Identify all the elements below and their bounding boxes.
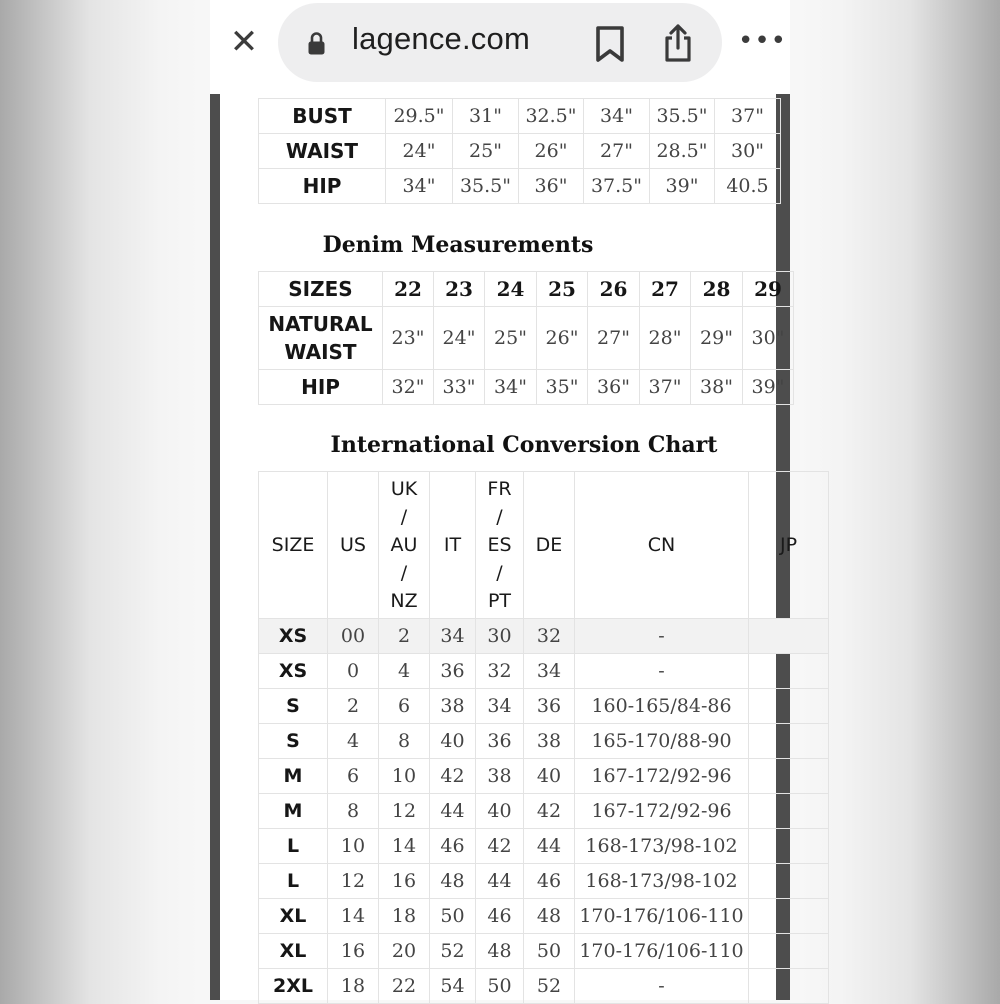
it-cell: 48	[430, 864, 476, 899]
measurement-cell: 26"	[537, 307, 588, 370]
it-cell: 46	[430, 829, 476, 864]
de-cell: 50	[524, 934, 575, 969]
column-header	[379, 472, 430, 619]
us-cell: 18	[328, 969, 379, 1004]
us-cell: 2	[328, 689, 379, 724]
fr-cell: 48	[476, 934, 524, 969]
us-cell: 16	[328, 934, 379, 969]
close-button[interactable]	[224, 22, 264, 62]
phone-screen	[210, 0, 798, 1000]
measurement-cell: 36"	[519, 169, 584, 204]
table-header-row	[259, 472, 829, 619]
table-row	[259, 724, 829, 759]
measurement-cell: 23"	[383, 307, 434, 370]
jp-cell	[749, 934, 829, 969]
column-header-text: UK / AU / NZ	[390, 478, 418, 612]
column-header	[259, 472, 328, 619]
size-cell: L	[259, 829, 328, 864]
uk-cell: 22	[379, 969, 430, 1004]
size-cell: S	[259, 724, 328, 759]
measurement-cell: 37"	[715, 99, 781, 134]
cn-cell: 160-165/84-86	[575, 689, 749, 724]
size-header: 23	[434, 272, 485, 307]
de-cell: 34	[524, 654, 575, 689]
conversion-table	[258, 471, 829, 1004]
jp-cell	[749, 689, 829, 724]
measurement-cell: 28"	[640, 307, 691, 370]
measurement-cell: 35"	[537, 370, 588, 405]
fr-cell: 40	[476, 794, 524, 829]
it-cell: 42	[430, 759, 476, 794]
table-row	[259, 619, 829, 654]
measurement-cell: 39"	[650, 169, 715, 204]
uk-cell: 14	[379, 829, 430, 864]
size-header: 25	[537, 272, 588, 307]
measurement-cell: 34"	[584, 99, 650, 134]
bookmark-icon[interactable]	[594, 25, 626, 63]
column-header-text: IT	[443, 534, 462, 556]
jp-cell	[749, 654, 829, 689]
cn-cell: 165-170/88-90	[575, 724, 749, 759]
measurement-cell: 34"	[485, 370, 537, 405]
uk-cell: 2	[379, 619, 430, 654]
table-row	[259, 689, 829, 724]
size-cell: S	[259, 689, 328, 724]
share-icon[interactable]	[662, 23, 694, 63]
size-header: 27	[640, 272, 691, 307]
size-cell: XS	[259, 654, 328, 689]
measurement-cell: 32.5"	[519, 99, 584, 134]
de-cell: 44	[524, 829, 575, 864]
table-row	[259, 934, 829, 969]
cn-cell: 170-176/106-110	[575, 934, 749, 969]
uk-cell: 18	[379, 899, 430, 934]
cn-cell: 168-173/98-102	[575, 829, 749, 864]
measurement-cell: 28.5"	[650, 134, 715, 169]
cn-cell: 170-176/106-110	[575, 899, 749, 934]
cn-cell: -	[575, 619, 749, 654]
measurement-cell: 37"	[640, 370, 691, 405]
cn-cell: 167-172/92-96	[575, 794, 749, 829]
us-cell: 0	[328, 654, 379, 689]
body-measurements-table	[258, 98, 781, 204]
table-row	[259, 829, 829, 864]
it-cell: 34	[430, 619, 476, 654]
row-label-text: NATURAL WAIST	[268, 312, 373, 364]
de-cell: 46	[524, 864, 575, 899]
size-cell: M	[259, 759, 328, 794]
size-cell: M	[259, 794, 328, 829]
row-label-text: HIP	[301, 375, 340, 399]
uk-cell: 16	[379, 864, 430, 899]
size-header: 24	[485, 272, 537, 307]
table-row	[259, 899, 829, 934]
jp-cell	[749, 794, 829, 829]
measurement-cell: 30"	[715, 134, 781, 169]
url-text: lagence.com	[352, 21, 530, 56]
measurement-cell: 31"	[453, 99, 519, 134]
size-header: 29	[743, 272, 794, 307]
de-cell: 48	[524, 899, 575, 934]
us-cell: 4	[328, 724, 379, 759]
table-row	[259, 759, 829, 794]
it-cell: 38	[430, 689, 476, 724]
size-header: 22	[383, 272, 434, 307]
sizes-label: SIZES	[259, 272, 383, 307]
it-cell: 54	[430, 969, 476, 1004]
table-row	[259, 307, 794, 370]
conversion-title: International Conversion Chart	[330, 432, 718, 458]
fr-cell: 34	[476, 689, 524, 724]
jp-cell	[749, 829, 829, 864]
de-cell: 36	[524, 689, 575, 724]
measurement-cell: 40.5	[715, 169, 781, 204]
measurement-cell: 37.5"	[584, 169, 650, 204]
it-cell: 50	[430, 899, 476, 934]
row-label	[259, 370, 383, 405]
size-cell: XL	[259, 934, 328, 969]
uk-cell: 8	[379, 724, 430, 759]
table-row	[259, 969, 829, 1004]
column-header-text: JP	[779, 534, 798, 556]
table-row	[259, 654, 829, 689]
de-cell: 42	[524, 794, 575, 829]
column-header	[575, 472, 749, 619]
size-cell: XS	[259, 619, 328, 654]
measurement-cell: 39"	[743, 370, 794, 405]
measurement-cell: 24"	[434, 307, 485, 370]
column-header	[430, 472, 476, 619]
column-header-text: FR / ES / PT	[487, 478, 512, 612]
measurement-cell: 27"	[588, 307, 640, 370]
it-cell: 36	[430, 654, 476, 689]
measurement-cell: 35.5"	[453, 169, 519, 204]
table-row	[259, 864, 829, 899]
us-cell: 12	[328, 864, 379, 899]
de-cell: 32	[524, 619, 575, 654]
fr-cell: 36	[476, 724, 524, 759]
size-header: 26	[588, 272, 640, 307]
table-row	[259, 794, 829, 829]
cn-cell: -	[575, 654, 749, 689]
column-header	[749, 472, 829, 619]
web-page	[210, 94, 798, 1000]
it-cell: 40	[430, 724, 476, 759]
table-row	[259, 169, 781, 204]
de-cell: 40	[524, 759, 575, 794]
row-label	[259, 307, 383, 370]
us-cell: 8	[328, 794, 379, 829]
jp-cell	[749, 724, 829, 759]
column-header-text: US	[340, 534, 366, 556]
uk-cell: 6	[379, 689, 430, 724]
measurement-cell: 38"	[691, 370, 743, 405]
cn-cell: 167-172/92-96	[575, 759, 749, 794]
size-header: 28	[691, 272, 743, 307]
more-icon[interactable]: •••	[738, 26, 788, 56]
measurement-cell: 36"	[588, 370, 640, 405]
address-bar[interactable]	[278, 3, 722, 82]
column-header	[476, 472, 524, 619]
column-header	[524, 472, 575, 619]
us-cell: 00	[328, 619, 379, 654]
measurement-cell: 34"	[386, 169, 453, 204]
size-cell: L	[259, 864, 328, 899]
table-row	[259, 134, 781, 169]
uk-cell: 12	[379, 794, 430, 829]
fr-cell: 50	[476, 969, 524, 1004]
measurement-cell: 33"	[434, 370, 485, 405]
measurement-cell: 26"	[519, 134, 584, 169]
jp-cell	[749, 619, 829, 654]
us-cell: 14	[328, 899, 379, 934]
us-cell: 10	[328, 829, 379, 864]
row-label: WAIST	[259, 134, 386, 169]
measurement-cell: 30"	[743, 307, 794, 370]
it-cell: 52	[430, 934, 476, 969]
measurement-cell: 24"	[386, 134, 453, 169]
jp-cell	[749, 899, 829, 934]
measurement-cell: 25"	[485, 307, 537, 370]
measurement-cell: 27"	[584, 134, 650, 169]
measurement-cell: 25"	[453, 134, 519, 169]
column-header	[328, 472, 379, 619]
table-row	[259, 99, 781, 134]
table-header-row	[259, 272, 794, 307]
jp-cell	[749, 864, 829, 899]
us-cell: 6	[328, 759, 379, 794]
de-cell: 52	[524, 969, 575, 1004]
fr-cell: 44	[476, 864, 524, 899]
browser-toolbar	[210, 0, 790, 94]
de-cell: 38	[524, 724, 575, 759]
uk-cell: 4	[379, 654, 430, 689]
fr-cell: 32	[476, 654, 524, 689]
uk-cell: 20	[379, 934, 430, 969]
fr-cell: 42	[476, 829, 524, 864]
measurement-cell: 35.5"	[650, 99, 715, 134]
cn-cell: 168-173/98-102	[575, 864, 749, 899]
size-cell: XL	[259, 899, 328, 934]
fr-cell: 46	[476, 899, 524, 934]
size-cell: 2XL	[259, 969, 328, 1004]
fr-cell: 38	[476, 759, 524, 794]
denim-title: Denim Measurements	[322, 232, 594, 258]
column-header-text: CN	[647, 534, 676, 556]
jp-cell	[749, 759, 829, 794]
measurement-cell: 32"	[383, 370, 434, 405]
table-row	[259, 370, 794, 405]
it-cell: 44	[430, 794, 476, 829]
denim-measurements-table	[258, 271, 794, 405]
measurement-cell: 29.5"	[386, 99, 453, 134]
row-label: BUST	[259, 99, 386, 134]
jp-cell	[749, 969, 829, 1004]
column-header-text: SIZE	[271, 534, 315, 556]
close-icon: ✕	[229, 22, 259, 62]
lock-icon	[308, 31, 325, 55]
uk-cell: 10	[379, 759, 430, 794]
fr-cell: 30	[476, 619, 524, 654]
measurement-cell: 29"	[691, 307, 743, 370]
cn-cell: -	[575, 969, 749, 1004]
column-header-text: DE	[535, 534, 563, 556]
row-label: HIP	[259, 169, 386, 204]
